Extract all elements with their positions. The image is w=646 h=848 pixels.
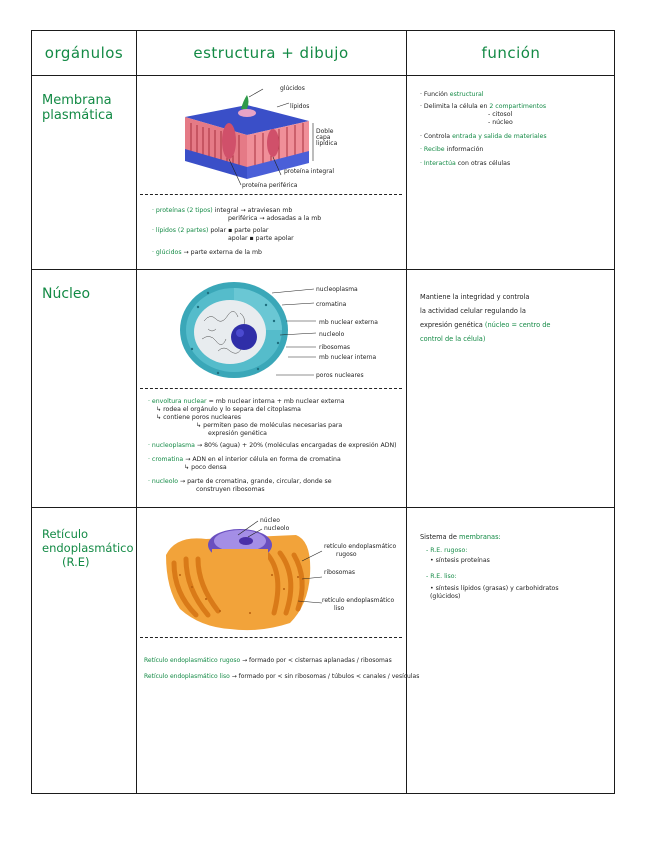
function-text: • síntesis lípidos (grasas) y carbohidratos	[430, 585, 559, 592]
note-text: = mb nuclear interna + mb nuclear externa	[208, 398, 345, 405]
organelle-name-line: endoplasmático	[42, 541, 134, 555]
note-line	[228, 235, 294, 243]
diagram-label: mb nuclear interna	[319, 354, 377, 361]
note-line	[156, 406, 301, 414]
row-divider	[32, 507, 614, 508]
function-line	[420, 307, 526, 315]
function-text: expresión genética	[420, 321, 483, 329]
function-text: • síntesis proteínas	[430, 557, 490, 564]
note-key: · lípidos (2 partes)	[152, 227, 209, 234]
diagram-label: retículo endoplasmático	[322, 597, 395, 604]
note-line	[196, 422, 342, 430]
diagram-label: mb nuclear externa	[319, 319, 378, 326]
function-line	[430, 585, 559, 593]
function-key: entrada y salida de materiales	[452, 133, 547, 140]
note-line	[208, 430, 267, 438]
note-text: polar ▪ parte polar	[210, 227, 269, 234]
note-line	[152, 249, 262, 257]
note-line	[196, 486, 265, 494]
note-text: expresión genética	[208, 430, 267, 437]
diagram-label: lípidos	[290, 103, 310, 110]
organelle-name-line: (R.E)	[62, 555, 90, 569]
note-line	[148, 478, 332, 486]
section-divider	[140, 388, 402, 389]
note-text: → ADN en el interior célula en forma de cromatina	[185, 456, 341, 463]
header-divider	[32, 75, 614, 76]
note-key: · nucleoplasma	[148, 442, 195, 449]
diagram-label: glúcidos	[280, 85, 305, 92]
organelle-name-line: Retículo	[42, 527, 89, 541]
diagram-label: poros nucleares	[316, 372, 364, 379]
column-divider	[136, 31, 137, 793]
diagram-label: Doble	[316, 128, 334, 135]
notes-table	[31, 30, 615, 794]
diagram-label: nucleoplasma	[316, 286, 358, 293]
note-text: periférica → adosadas a la mb	[228, 215, 322, 222]
function-line	[420, 321, 551, 329]
note-key: · cromatina	[148, 456, 184, 463]
section-divider	[140, 194, 402, 195]
note-line	[184, 464, 227, 472]
function-text: · Controla	[420, 133, 451, 140]
function-key: (núcleo = centro de	[484, 321, 551, 329]
function-text: con otras células	[457, 160, 511, 167]
function-line	[488, 119, 513, 127]
note-text: ↳ rodea el orgánulo y lo separa del citoplasma	[156, 406, 301, 413]
row-divider	[32, 269, 614, 270]
function-key: - R.E. rugoso:	[426, 547, 468, 554]
note-text: ↳ contiene poros nucleares	[156, 414, 242, 421]
function-text: información	[446, 146, 484, 153]
header-estructura: estructura + dibujo	[193, 44, 349, 62]
diagram-label: nucleolo	[264, 525, 290, 532]
function-key: control de la célula)	[420, 335, 486, 343]
diagram-label: proteína periférica	[242, 182, 298, 189]
function-text: · Función	[420, 91, 448, 98]
note-key: · nucleolo	[148, 478, 178, 485]
note-key: · envoltura nuclear	[148, 398, 207, 405]
diagram-label: lipídica	[316, 140, 338, 147]
function-line	[420, 533, 501, 541]
function-line	[420, 335, 485, 343]
function-line	[420, 293, 529, 301]
function-key: - R.E. liso:	[426, 573, 457, 580]
diagram-label: rugoso	[336, 551, 357, 558]
function-text: · Delimita la célula en	[420, 103, 488, 110]
function-line	[430, 557, 490, 565]
note-text: apolar ▪ parte apolar	[228, 235, 294, 242]
function-text: (glúcidos)	[430, 593, 461, 600]
note-text: integral → atraviesan mb	[214, 207, 293, 214]
header-funcion: función	[481, 44, 541, 62]
organelle-name	[42, 287, 90, 302]
note-line	[148, 398, 345, 406]
note-text: ↳ permiten paso de moléculas necesarias para	[196, 422, 343, 429]
function-line	[420, 91, 484, 99]
nucleus-leader-lines	[242, 285, 322, 385]
er-leader-lines	[232, 517, 332, 617]
function-line	[488, 111, 512, 119]
function-key: · Interactúa	[420, 160, 456, 167]
function-line	[420, 146, 483, 154]
function-line	[420, 160, 510, 168]
section-divider	[140, 637, 402, 638]
diagram-label: ribosomas	[319, 344, 351, 351]
header-organulos: orgánulos	[44, 44, 124, 62]
note-line	[152, 227, 268, 235]
organelle-name-line: plasmática	[42, 108, 114, 123]
function-text: la actividad celular regulando la	[420, 307, 526, 315]
function-key: 2 compartimentos	[489, 103, 547, 110]
note-text: construyen ribosomas	[196, 486, 265, 493]
function-text: - citosol	[488, 111, 513, 118]
organelle-name-line: Núcleo	[42, 286, 91, 302]
diagram-label: núcleo	[260, 517, 280, 524]
diagram-label: capa	[316, 134, 331, 141]
note-key: · glúcidos	[152, 249, 182, 256]
note-text: → formado por < cisternas aplanadas / ribosomas	[242, 657, 392, 664]
note-key: Retículo endoplasmático liso	[144, 673, 230, 680]
note-key: · proteínas (2 tipos)	[152, 207, 213, 214]
function-key: membranas:	[459, 533, 501, 541]
function-key: estructural	[449, 91, 484, 98]
note-text: → 80% (agua) + 20% (moléculas encargadas de expresión ADN)	[196, 442, 397, 449]
note-key: Retículo endoplasmático rugoso	[144, 657, 241, 664]
function-line	[426, 573, 457, 581]
diagram-label: ribosomas	[324, 569, 356, 576]
function-key: · Recibe	[420, 146, 445, 153]
note-text: → formado por < sin ribosomas / túbulos < canales / vesículas	[231, 673, 420, 680]
note-line	[148, 442, 397, 450]
diagram-label: retículo endoplasmático	[324, 543, 397, 550]
function-line	[426, 547, 467, 555]
diagram-label: nucleolo	[319, 331, 345, 338]
note-text: → parte de cromatina, grande, circular, donde se	[179, 478, 332, 485]
note-line	[152, 207, 292, 215]
function-line	[430, 593, 460, 601]
function-text: Sistema de	[420, 533, 457, 541]
organelle-name	[42, 93, 113, 123]
note-line	[148, 456, 341, 464]
diagram-label: proteína integral	[284, 168, 335, 175]
function-line	[420, 103, 546, 111]
function-line	[420, 133, 547, 141]
note-line	[144, 657, 392, 665]
diagram-label: liso	[334, 605, 345, 612]
note-line	[144, 673, 419, 681]
organelle-name	[42, 527, 134, 569]
note-text: ↳ poco densa	[184, 464, 227, 471]
note-line	[156, 414, 241, 422]
note-line	[228, 215, 321, 223]
function-text: Mantiene la integridad y controla	[420, 293, 530, 301]
note-text: → parte externa de la mb	[183, 249, 262, 256]
diagram-label: cromatina	[316, 301, 347, 308]
function-text: - núcleo	[488, 119, 513, 126]
organelle-name-line: Membrana	[42, 93, 112, 108]
